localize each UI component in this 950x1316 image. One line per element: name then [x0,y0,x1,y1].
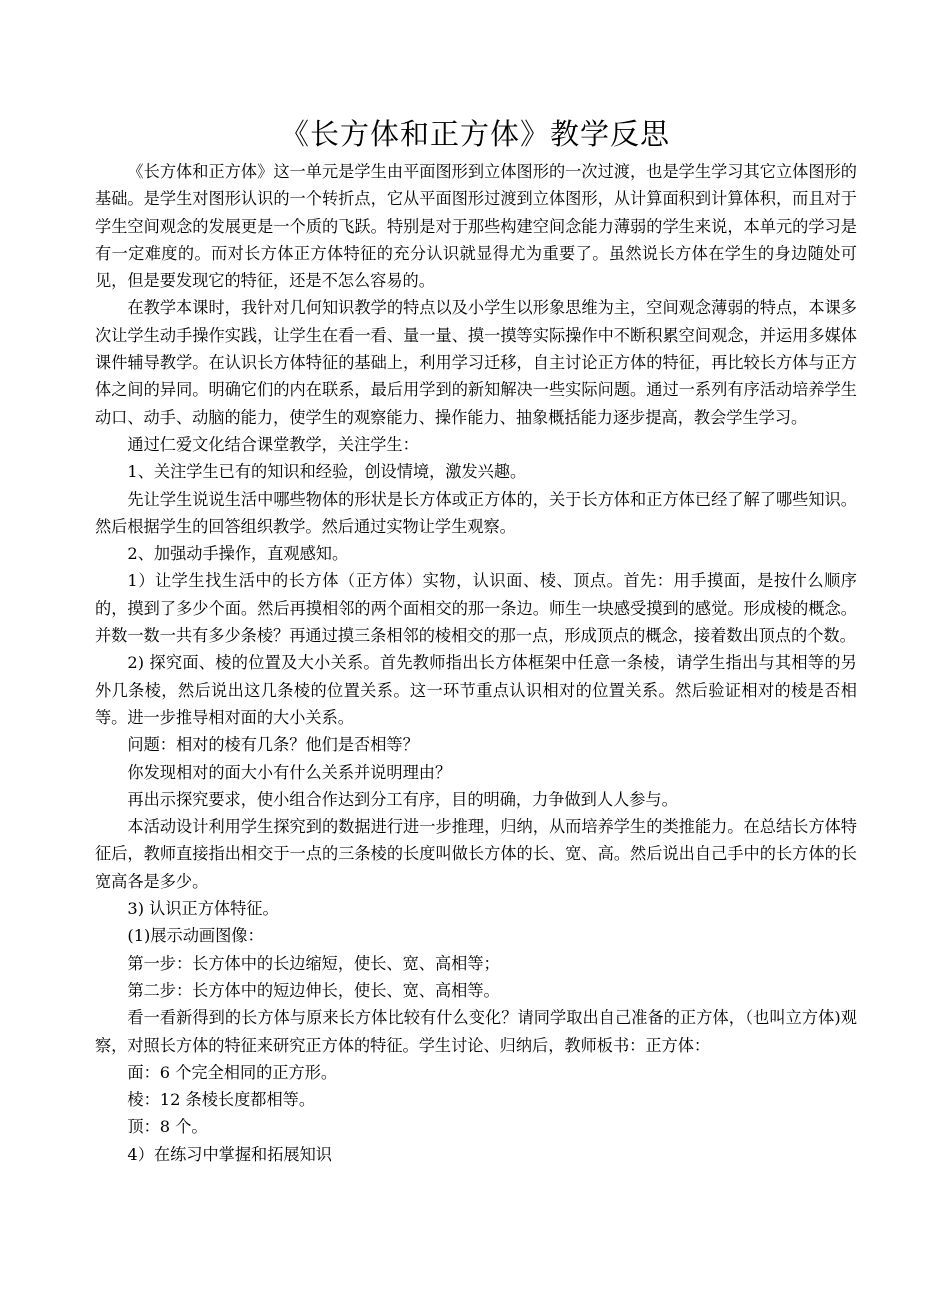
paragraph: 棱：12 条棱长度都相等。 [127,1090,316,1110]
paragraph: 第二步：长方体中的短边伸长，使长、宽、高相等。 [127,980,500,1000]
paragraph: 通过仁爱文化结合课堂教学，关注学生： [127,434,419,454]
paragraph: 在教学本课时，我针对几何知识教学的特点以及小学生以形象思维为主，空间观念薄弱的特点，本课多次让学生动手操作实践，让学生在看一看、量一量、摸一摸等实际操作中不断积累空间观念，并运用多媒体课件辅导教学。在认识长方体特征的基础上，利用学习迁移，自主讨论正方体的特征，再比较长方体与正方体之间的异同。明确它们的内在联系，最后用学到的新知解决一些实际问题。通过一系列有序活动培养学生动口、动手、动脑的能力，使学生的观察能力、操作能力、抽象概括能力逐步提高，教会学生学习。 [95,298,857,427]
paragraph: 2) 探究面、棱的位置及大小关系。首先教师指出长方体框架中任意一条棱，请学生指出与其相等的另外几条棱，然后说出这几条棱的位置关系。这一环节重点认识相对的位置关系。然后验证相对的棱是否相等。进一步推导相对面的大小关系。 [95,653,857,727]
paragraph: 2、加强动手操作，直观感知。 [127,544,349,564]
paragraph: 看一看新得到的长方体与原来长方体比较有什么变化？请同学取出自己准备的正方体，（也叫立方体)观察，对照长方体的特征来研究正方体的特征。学生讨论、归纳后，教师板书：正方体： [95,1008,857,1055]
paragraph: 问题：相对的棱有几条？他们是否相等？ [127,735,419,755]
paragraph: 第一步：长方体中的长边缩短，使长、宽、高相等； [127,953,500,973]
document-body [95,158,857,1168]
paragraph: (1)展示动画图像： [127,926,264,946]
paragraph: 再出示探究要求，使小组合作达到分工有序，目的明确，力争做到人人参与。 [127,789,678,809]
paragraph: 本活动设计利用学生探究到的数据进行进一步推理，归纳，从而培养学生的类推能力。在总结长方体特征后，教师直接指出相交于一点的三条棱的长度叫做长方体的长、宽、高。然后说出自己手中的长方体的长宽高各是多少。 [95,817,857,891]
paragraph: 4）在练习中掌握和拓展知识 [127,1144,332,1164]
paragraph: 顶：8 个。 [127,1117,208,1137]
paragraph: 《长方体和正方体》这一单元是学生由平面图形到立体图形的一次过渡，也是学生学习其它立体图形的基础。是学生对图形认识的一个转折点，它从平面图形过渡到立体图形，从计算面积到计算体积，而且对于学生空间观念的发展更是一个质的飞跃。特别是对于那些构建空间念能力薄弱的学生来说，本单元的学习是有一定难度的。而对长方体正方体特征的充分认识就显得尤为重要了。虽然说长方体在学生的身边随处可见，但是要发现它的特征，还是不怎么容易的。 [95,162,857,291]
paragraph: 你发现相对的面大小有什么关系并说明理由？ [127,762,452,782]
paragraph: 1）让学生找生活中的长方体（正方体）实物，认识面、棱、顶点。首先：用手摸面，是按什么顺序的，摸到了多少个面。然后再摸相邻的两个面相交的那一条边。师生一块感受摸到的感觉。形成棱的概念。并数一数一共有多少条棱？再通过摸三条相邻的棱相交的那一点，形成顶点的概念，接着数出顶点的个数。 [95,571,857,646]
paragraph: 面：6 个完全相同的正方形。 [127,1062,338,1082]
paragraph: 3) 认识正方体特征。 [127,899,279,919]
paragraph: 1、关注学生已有的知识和经验，创设情境，激发兴趣。 [127,462,527,482]
paragraph: 先让学生说说生活中哪些物体的形状是长方体或正方体的，关于长方体和正方体已经了解了哪些知识。然后根据学生的回答组织教学。然后通过实物让学生观察。 [95,489,857,536]
document-title: 《长方体和正方体》教学反思 [279,117,670,151]
